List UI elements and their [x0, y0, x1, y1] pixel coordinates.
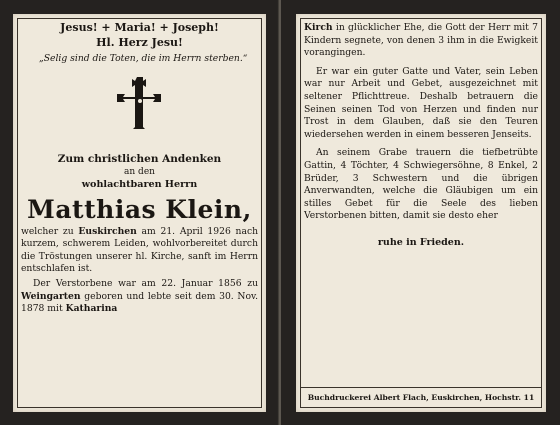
printer-imprint: Buchdruckerei Albert Flach, Euskirchen, Hochstr. 11: [300, 387, 542, 408]
bio-paragraph-1: [21, 226, 258, 276]
an-den-line: an den: [124, 166, 155, 177]
bio-2-start: Der Verstorbene war am 22. Januar 1856 zu: [33, 277, 258, 289]
left-card: [0, 0, 279, 425]
cross-container: [21, 75, 258, 144]
holy-names-heading: Jesus! + Maria! + Joseph!: [60, 21, 219, 34]
latin-cross-icon: [117, 75, 163, 139]
honorific-line: wohlachtbaren Herrn: [81, 178, 198, 190]
right-page: [296, 14, 546, 412]
mourners-paragraph: An seinem Grabe trauern die tiefbetrübte Gattin, 4 Töchter, 4 Schwiegersöhne, 8 Enkel, 2 Brüder, 3 Schwestern und die übrigen Anverwandten, welche die Gläubigen um ein stilles Gebet für die Seele des lieben Verstorbenen bitten, damit sie desto eher: [304, 147, 538, 222]
character-paragraph: Er war ein guter Gatte und Vater, sein Leben war nur Arbeit und Gebet, ausgezeichnet mit seltener Pflichttreue. Deshalb betrauern die Seinen seinen Tod von Herzen und finden nur Trost in dem Glauben, daß sie den Teuren wiedersehen werden in einem besseren Jenseits.: [304, 65, 538, 140]
spouse-first-name: Katharina: [65, 303, 118, 315]
deceased-name: Matthias Klein,: [27, 194, 252, 224]
left-page-text: [21, 20, 258, 316]
spouse-surname: Kirch: [304, 22, 333, 33]
place-of-death: Euskirchen: [78, 225, 137, 237]
remembrance-heading: Zum christlichen Andenken: [57, 152, 222, 165]
right-card: [281, 0, 560, 425]
marriage-paragraph: [304, 22, 538, 60]
sacred-heart-heading: Hl. Herz Jesu!: [96, 36, 183, 49]
bible-quote: „Selig sind die Toten, die im Herrn sterben.“: [39, 53, 248, 64]
bio-1-start: welcher zu: [21, 225, 79, 237]
place-of-birth: Weingarten: [21, 290, 81, 302]
bio-1-end: am 21. April 1926 nach kurzem, schwerem Leiden, wohlvorbereitet durch die Tröstungen unserer hl. Kirche, sanft im Herrn entschlafen ist.: [21, 225, 259, 275]
left-page: [13, 14, 266, 412]
marriage-text: in glücklicher Ehe, die Gott der Herr mit 7 Kindern segnete, von denen 3 ihm in die Ewigkeit vorangingen.: [304, 22, 538, 59]
bio-2-middle: geboren und lebte seit dem 30. Nov. 1878 mit: [21, 290, 258, 315]
rest-in-peace-line: ruhe in Frieden.: [377, 236, 465, 248]
bio-paragraph-2: [21, 278, 258, 316]
right-page-text: [304, 22, 538, 250]
